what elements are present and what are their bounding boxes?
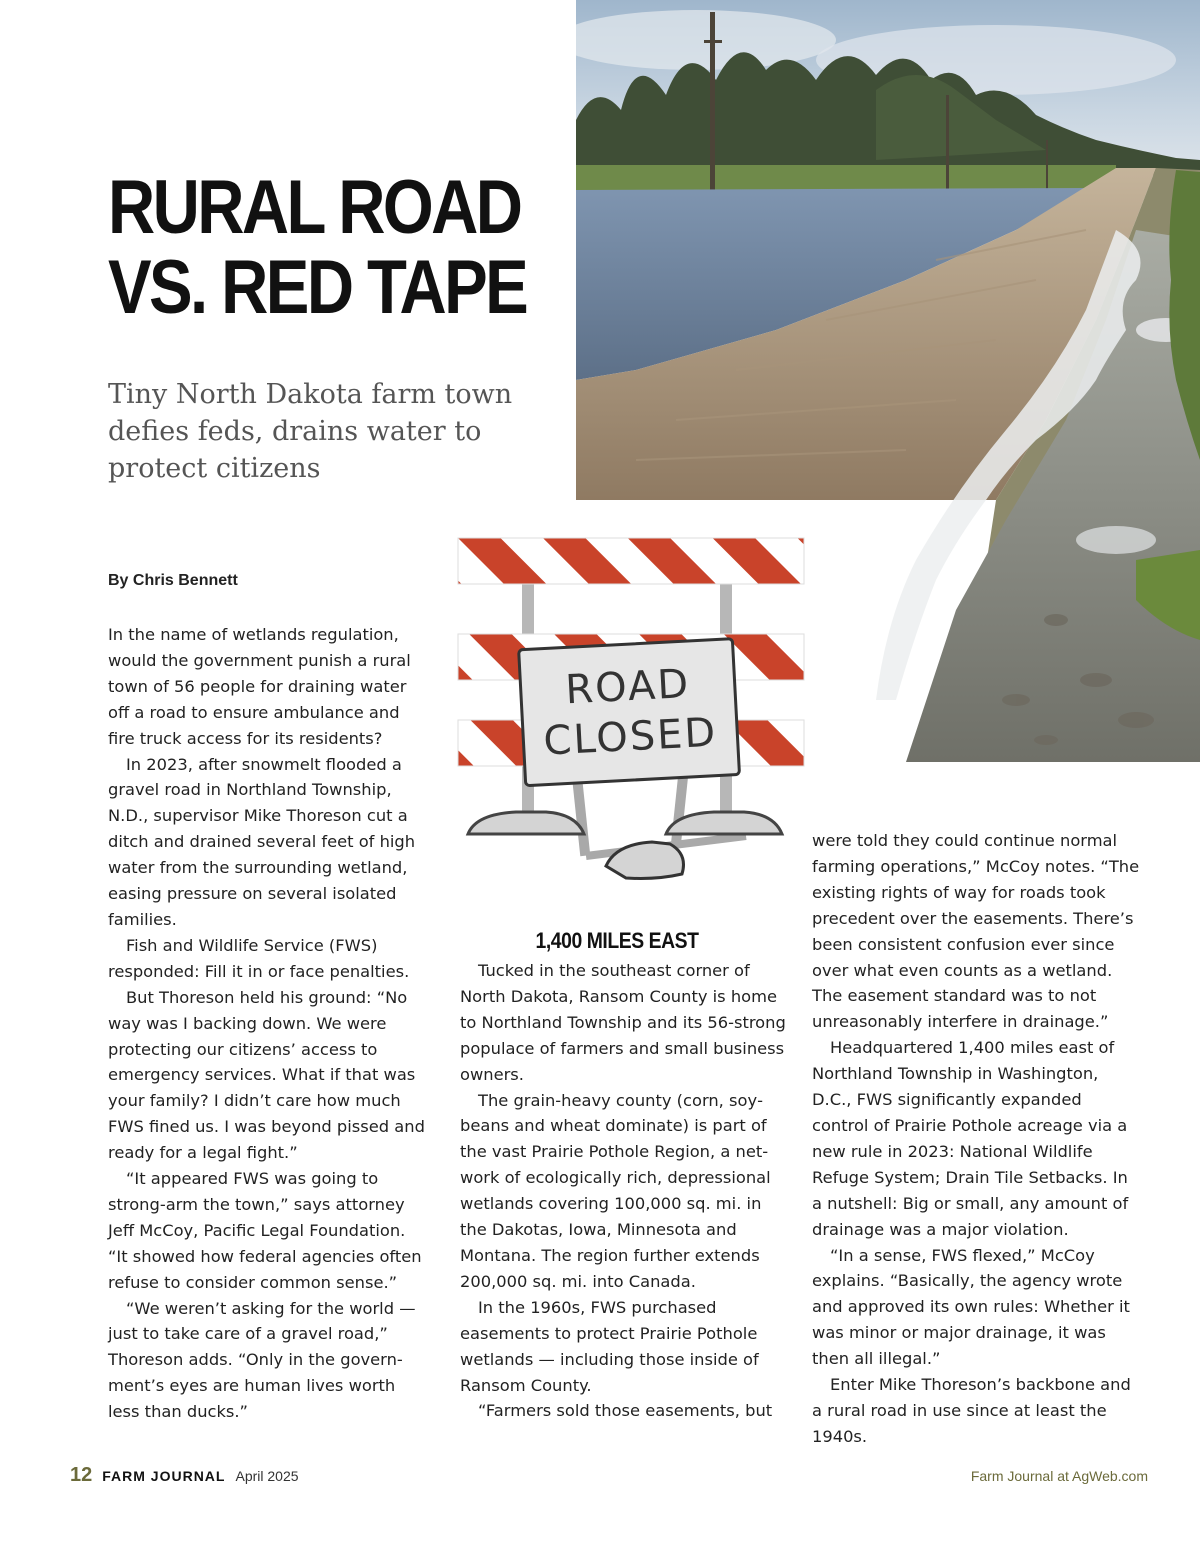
- byline: By Chris Bennett: [108, 572, 238, 589]
- paragraph: “Farmers sold those easements, but: [478, 1401, 773, 1421]
- article-column-1: [108, 622, 430, 1425]
- section-subhead: 1,400 MILES EAST: [535, 928, 699, 953]
- paragraph: Enter Mike Thoreson’s backbone and a rural road in use since at least the 1940s.: [812, 1375, 1131, 1446]
- paragraph: “In a sense, FWS flexed,” McCoy explains. “Basically, the agency wrote and approved its own rules: Whether it was minor or major drainage, it was then all illegal.”: [812, 1245, 1130, 1369]
- paragraph: The grain-heavy county (corn, soybeans and wheat dominate) is part of the vast Prairie Pothole Region, a network of ecologically rich, depressional wetlands covering 100,000 sq. mi. in the Dakotas, Iowa, Minnesota and Montana. The region further extends 200,000 sq. mi. into Canada.: [460, 1090, 771, 1291]
- article-column-2: [460, 958, 786, 1424]
- paragraph: Tucked in the southeast corner of North Dakota, Ransom County is home to Northland Township and its 56-strong populace of farmers and small business owners.: [460, 961, 786, 1084]
- road-closed-barricade-illustration: [456, 536, 808, 886]
- magazine-name: FARM JOURNAL: [102, 1468, 226, 1484]
- paragraph: But Thoreson held his ground: “No way was I backing down. We were protecting our citizens’ access to emergency services. What if that was your family? I didn’t care how much FWS fined us. I was beyond pissed and ready for a legal fight.”: [108, 987, 425, 1163]
- paragraph: “We weren’t asking for the world — just to take care of a gravel road,” Thoreson adds. “Only in the government’s eyes are human lives worth less than ducks.”: [108, 1298, 416, 1422]
- paragraph: In 2023, after snowmelt flooded a gravel road in Northland Township, N.D., supervisor Mike Thoreson cut a ditch and drained several feet of high water from the surrounding wetland, easing pressure on several isolated families.: [108, 754, 416, 929]
- sign-text-line-1: ROAD: [564, 660, 692, 714]
- headline-line-1: RURAL ROAD: [108, 165, 521, 250]
- paragraph: In the name of wetlands regulation, would the government punish a rural town of 56 people for draining water off a road to ensure ambulance and fire truck access for its residents?: [108, 625, 411, 748]
- deck-subtitle: Tiny North Dakota farm town defies feds, drains water to protect citizens: [108, 379, 513, 484]
- issue-date: April 2025: [235, 1468, 299, 1484]
- page-footer-left: [70, 1464, 299, 1486]
- sign-text-line-2: CLOSED: [542, 709, 719, 765]
- paragraph: “It appeared FWS was going to strong-arm the town,” says attorney Jeff McCoy, Pacific Legal Foundation. “It showed how federal agencies often refuse to consider common sense.”: [108, 1169, 422, 1292]
- headline-line-2: VS. RED TAPE: [108, 245, 527, 330]
- headline: [108, 165, 527, 330]
- paragraph: Fish and Wildlife Service (FWS) responded: Fill it in or face penalties.: [108, 935, 410, 981]
- article-column-3: [812, 828, 1142, 1450]
- footer-website: Farm Journal at AgWeb.com: [970, 1468, 1148, 1484]
- paragraph: Headquartered 1,400 miles east of Northland Township in Washington, D.C., FWS significantly expanded control of Prairie Pothole acreage via a new rule in 2023: National Wildlife Refuge System; Drain Tile Setbacks. In a nutshell: Big or small, any amount of drainage was a major violation.: [812, 1038, 1129, 1239]
- paragraph: In the 1960s, FWS purchased easements to protect Prairie Pothole wetlands — including those inside of Ransom County.: [460, 1297, 759, 1395]
- page-number: 12: [70, 1464, 93, 1486]
- paragraph: were told they could continue normal farming operations,” McCoy notes. “The existing rights of way for roads took precedent over the easements. There’s been consistent confusion ever since over what even counts as a wetland. The easement standard was to not unreasonably interfere in drainage.”: [812, 831, 1140, 1032]
